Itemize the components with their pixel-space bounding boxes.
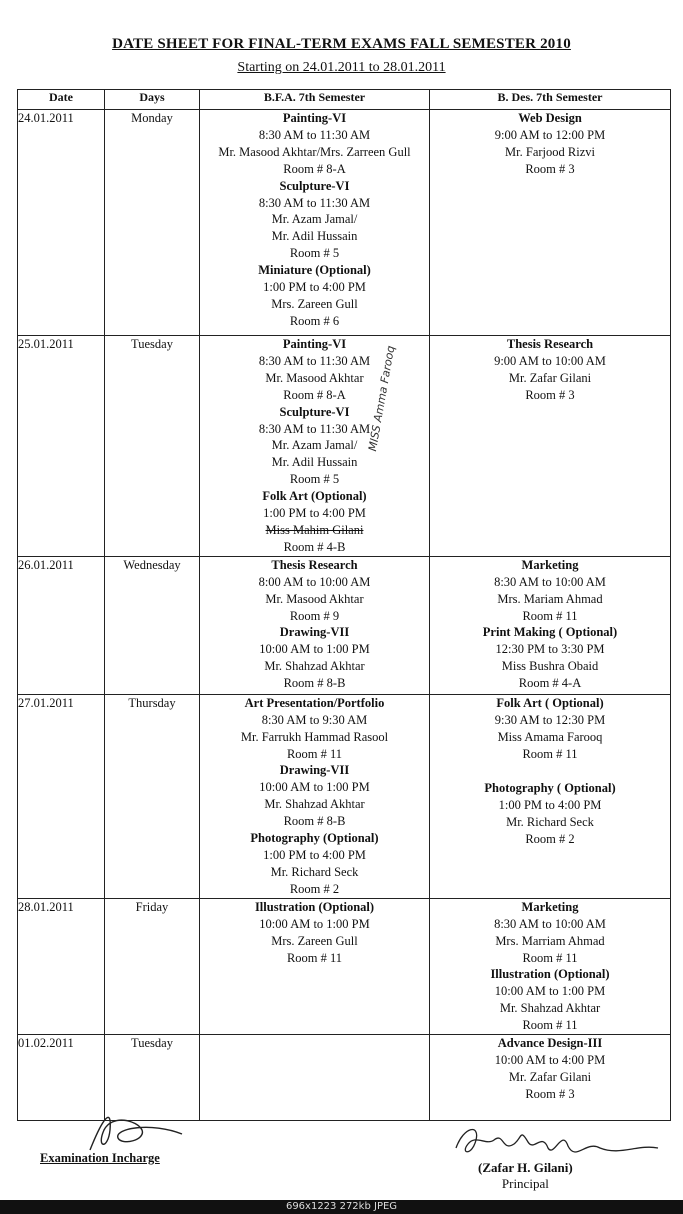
exam-room: Room # 8-B — [283, 676, 346, 691]
exam-room: Room # 11 — [522, 746, 578, 761]
exam-time: 8:30 AM to 11:30 AM — [258, 353, 371, 368]
exam-subject: Marketing — [521, 899, 579, 914]
table-row — [18, 110, 671, 336]
exam-room: Room # 8-B — [283, 814, 346, 829]
exam-entry — [200, 488, 429, 556]
header-date: Date — [18, 90, 105, 110]
exam-entry — [430, 110, 670, 178]
exam-entry — [430, 762, 670, 848]
exam-subject: Thesis Research — [271, 557, 358, 572]
page-subtitle: Starting on 24.01.2011 to 28.01.2011 — [237, 60, 446, 75]
bdes-cell — [430, 556, 671, 694]
exam-room: Room # 11 — [286, 950, 343, 965]
header-bdes: B. Des. 7th Semester — [430, 90, 671, 110]
exam-time: 1:00 PM to 4:00 PM — [498, 798, 602, 813]
exam-teacher: Mr. Farjood Rizvi — [505, 144, 595, 159]
bfa-cell — [200, 336, 430, 557]
exam-subject: Marketing — [521, 557, 579, 572]
exam-entry — [430, 557, 670, 625]
exam-entry — [430, 966, 670, 1034]
exam-time: 1:00 PM to 4:00 PM — [263, 280, 366, 295]
exam-time: 12:30 PM to 3:30 PM — [495, 642, 605, 657]
exam-date: 26.01.2011 — [18, 556, 105, 694]
exam-time: 8:30 AM to 10:00 AM — [494, 574, 606, 589]
exam-entry — [200, 695, 429, 763]
exam-room: Room # 3 — [525, 161, 575, 176]
exam-teacher: Miss Amama Farooq — [497, 729, 603, 744]
exam-date: 25.01.2011 — [18, 336, 105, 557]
exam-entry — [200, 404, 429, 489]
exam-subject: Folk Art (Optional) — [262, 489, 367, 504]
exam-entry — [200, 762, 429, 830]
exam-date: 24.01.2011 — [18, 110, 105, 336]
bdes-cell — [430, 110, 671, 336]
exam-subject: Drawing-VII — [279, 763, 350, 778]
exam-room: Room # 11 — [522, 608, 578, 623]
image-status-bar: 696x1223 272kb JPEG — [0, 1200, 683, 1214]
exam-time: 8:30 AM to 11:30 AM — [258, 195, 371, 210]
exam-teacher: Mr. Richard Seck — [270, 864, 359, 879]
bdes-cell — [430, 336, 671, 557]
exam-teacher: Mr. Adil Hussain — [271, 229, 358, 244]
exam-subject: Advance Design-III — [497, 1036, 603, 1051]
exam-teacher: Miss Mahim Gilani — [265, 522, 364, 537]
examination-incharge-label: Examination Incharge — [40, 1151, 160, 1165]
exam-time: 10:00 AM to 1:00 PM — [259, 916, 370, 931]
exam-time: 10:00 AM to 4:00 PM — [494, 1052, 606, 1067]
exam-day: Tuesday — [105, 336, 200, 557]
exam-room: Room # 8-A — [283, 387, 346, 402]
bdes-cell — [430, 1035, 671, 1121]
exam-teacher: Mr. Masood Akhtar — [265, 370, 364, 385]
exam-entry — [430, 1035, 670, 1103]
exam-subject: Sculpture-VI — [279, 178, 350, 193]
exam-room: Room # 9 — [289, 608, 340, 623]
exam-entry — [200, 899, 429, 967]
exam-subject: Illustration (Optional) — [254, 899, 375, 914]
exam-entry — [200, 262, 429, 330]
table-row — [18, 556, 671, 694]
exam-teacher: Mrs. Zareen Gull — [271, 933, 358, 948]
table-row — [18, 694, 671, 898]
exam-teacher: Mr. Azam Jamal/ — [271, 438, 358, 453]
spacer — [430, 762, 670, 780]
exam-time: 10:00 AM to 1:00 PM — [259, 642, 370, 657]
table-body — [18, 110, 671, 1121]
bfa-cell — [200, 694, 430, 898]
table-row — [18, 336, 671, 557]
exam-date: 01.02.2011 — [18, 1035, 105, 1121]
header-bfa: B.F.A. 7th Semester — [200, 90, 430, 110]
exam-time: 9:30 AM to 12:30 PM — [494, 712, 606, 727]
exam-teacher: Mr. Azam Jamal/ — [271, 212, 358, 227]
bfa-cell — [200, 1035, 430, 1121]
exam-subject: Thesis Research — [506, 337, 594, 351]
exam-time: 8:30 AM to 10:00 AM — [494, 916, 606, 931]
exam-room: Room # 11 — [522, 950, 578, 965]
exam-room: Room # 3 — [525, 387, 575, 402]
exam-teacher: Mr. Zafar Gilani — [508, 370, 592, 385]
exam-room: Room # 5 — [289, 246, 340, 261]
exam-room: Room # 11 — [522, 1018, 578, 1033]
exam-time: 8:30 AM to 11:30 AM — [258, 421, 371, 436]
table-row — [18, 898, 671, 1034]
page-title: DATE SHEET FOR FINAL-TERM EXAMS FALL SEMESTER 2010 — [112, 36, 571, 52]
exam-subject: Sculpture-VI — [279, 404, 350, 419]
principal-title: Principal — [501, 1176, 549, 1191]
exam-teacher: Miss Bushra Obaid — [501, 659, 599, 674]
exam-teacher: Mrs. Zareen Gull — [271, 296, 358, 311]
exam-day: Friday — [105, 898, 200, 1034]
bfa-cell — [200, 556, 430, 694]
exam-time: 8:30 AM to 9:30 AM — [261, 712, 368, 727]
exam-time: 1:00 PM to 4:00 PM — [263, 847, 366, 862]
exam-teacher: Mrs. Marriam Ahmad — [495, 933, 605, 948]
exam-subject: Folk Art ( Optional) — [496, 695, 604, 710]
exam-room: Room # 6 — [289, 313, 340, 328]
incharge-signature — [82, 1100, 192, 1156]
table-header-row — [18, 90, 671, 110]
exam-teacher: Mr. Shahzad Akhtar — [499, 1001, 601, 1016]
exam-subject: Drawing-VII — [279, 625, 350, 640]
bdes-cell — [430, 694, 671, 898]
header-days: Days — [105, 90, 200, 110]
exam-entry — [430, 695, 670, 763]
handwritten-note: MISS Amma Farooq — [366, 344, 398, 453]
exam-teacher: Mr. Zafar Gilani — [508, 1069, 592, 1084]
exam-teacher: Mr. Shahzad Akhtar — [264, 659, 365, 674]
exam-time: 10:00 AM to 1:00 PM — [494, 984, 606, 999]
exam-teacher: Mr. Adil Hussain — [271, 455, 358, 470]
exam-teacher: Mr. Masood Akhtar — [265, 591, 364, 606]
exam-date: 28.01.2011 — [18, 898, 105, 1034]
exam-subject: Painting-VI — [282, 111, 347, 125]
exam-teacher: Mr. Shahzad Akhtar — [264, 797, 365, 812]
exam-entry — [200, 178, 429, 263]
exam-subject: Photography (Optional) — [250, 831, 379, 846]
exam-room: Room # 8-A — [283, 161, 346, 176]
exam-time: 8:30 AM to 11:30 AM — [258, 127, 371, 142]
exam-room: Room # 4-A — [518, 676, 582, 691]
exam-subject: Art Presentation/Portfolio — [244, 695, 385, 710]
exam-entry — [200, 830, 429, 898]
exam-entry — [430, 336, 670, 404]
exam-day: Monday — [105, 110, 200, 336]
exam-entry — [430, 624, 670, 692]
exam-room: Room # 2 — [289, 881, 340, 896]
exam-room: Room # 4-B — [283, 539, 346, 554]
exam-subject: Illustration (Optional) — [490, 967, 610, 982]
exam-day: Tuesday — [105, 1035, 200, 1121]
exam-time: 8:00 AM to 10:00 AM — [258, 574, 371, 589]
exam-subject: Web Design — [518, 111, 582, 125]
principal-signature — [450, 1118, 665, 1166]
exam-room: Room # 5 — [289, 472, 340, 487]
exam-teacher: Mr. Richard Seck — [506, 815, 594, 830]
exam-subject: Miniature (Optional) — [258, 263, 371, 278]
exam-teacher: Mr. Masood Akhtar/Mrs. Zarreen Gull — [218, 144, 411, 159]
exam-entry — [430, 899, 670, 967]
exam-teacher: Mr. Farrukh Hammad Rasool — [240, 729, 389, 744]
exam-time: 9:00 AM to 10:00 AM — [494, 353, 606, 368]
exam-time: 1:00 PM to 4:00 PM — [263, 506, 366, 521]
exam-schedule-table — [17, 89, 671, 1121]
bfa-cell — [200, 110, 430, 336]
exam-room: Room # 11 — [286, 746, 343, 761]
exam-entry — [200, 624, 429, 692]
principal-name: (Zafar H. Gilani) — [478, 1160, 573, 1175]
exam-date: 27.01.2011 — [18, 694, 105, 898]
exam-day: Wednesday — [105, 556, 200, 694]
exam-time: 10:00 AM to 1:00 PM — [259, 780, 370, 795]
exam-subject: Photography ( Optional) — [484, 781, 616, 796]
exam-room: Room # 2 — [525, 832, 575, 847]
exam-room: Room # 3 — [525, 1086, 575, 1101]
exam-subject: Painting-VI — [282, 337, 347, 351]
exam-teacher: Mrs. Mariam Ahmad — [497, 591, 603, 606]
exam-subject: Print Making ( Optional) — [482, 625, 618, 640]
principal-block — [478, 1160, 573, 1192]
exam-entry — [200, 557, 429, 625]
bfa-cell — [200, 898, 430, 1034]
exam-entry — [200, 110, 429, 178]
exam-time: 9:00 AM to 12:00 PM — [494, 127, 606, 142]
exam-day: Thursday — [105, 694, 200, 898]
bdes-cell — [430, 898, 671, 1034]
